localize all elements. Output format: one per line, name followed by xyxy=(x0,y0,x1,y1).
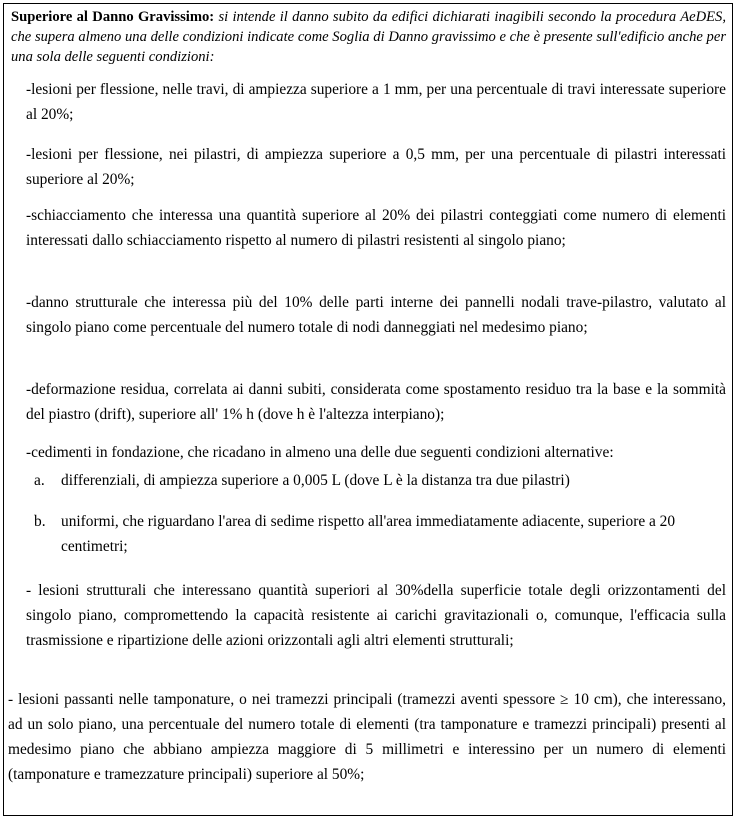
subitem-text: differenziali, di ampiezza superiore a 0,005 L (dove L è la distanza tra due pilastri) xyxy=(61,472,570,489)
foundation-subitem-b xyxy=(34,509,726,559)
condition-partitions: - lesioni passanti nelle tamponature, o nei tramezzi principali (tramezzi aventi spessore ≥ 10 cm), che interessano, ad un solo piano, una percentuale del numero totale di elementi (tra tamponature e tramezzi principali) presenti al medesimo piano che abbiano ampiezza maggiore di 5 millimetri e interessino per un numero di elementi (tamponature e tramezzature principali) superiore al 50%; xyxy=(8,691,726,783)
condition-columns: -lesioni per flessione, nei pilastri, di ampiezza superiore a 0,5 mm, per una percentuale di pilastri interessati superiore al 20%; xyxy=(26,146,726,188)
definition-term: Superiore al Danno Gravissimo: xyxy=(11,9,215,25)
condition-beams: -lesioni per flessione, nelle travi, di ampiezza superiore a 1 mm, per una percentuale di travi interessate superiore al 20%; xyxy=(26,81,726,123)
definition-box xyxy=(3,3,733,816)
intro-paragraph xyxy=(11,7,726,67)
definition-text: si intende il danno subito da edifici dichiarati inagibili secondo la procedura AeDES, che supera almeno una delle condizioni indicate come Soglia di Danno gravissimo e che è presente sull'edificio anche per una sola delle seguenti condizioni: xyxy=(11,9,726,65)
condition-crushing: -schiacciamento che interessa una quantità superiore al 20% dei pilastri conteggiati come numero di elementi interessati dallo schiacciamento rispetto al numero di pilastri resistenti al singolo piano; xyxy=(26,207,726,249)
subitem-letter: a. xyxy=(34,472,45,489)
condition-drift: -deformazione residua, correlata ai danni subiti, considerata come spostamento residuo tra la base e la sommità del piastro (drift), superiore all' 1% h (dove h è l'altezza interpiano); xyxy=(26,381,726,423)
condition-floors: - lesioni strutturali che interessano quantità superiori al 30%della superficie totale degli orizzontamenti del singolo piano, compromettendo la capacità resistente ai carichi gravitazionali o, comunque, l'efficacia sulla trasmissione e ripartizione delle azioni orizzontali agli altri elementi strutturali; xyxy=(26,582,726,649)
condition-foundation: -cedimenti in fondazione, che ricadano in almeno una delle due seguenti condizioni alternative: xyxy=(26,444,614,461)
condition-joints: -danno strutturale che interessa più del 10% delle parti interne dei pannelli nodali trave-pilastro, valutato al singolo piano come percentuale del numero totale di nodi danneggiati nel medesimo piano; xyxy=(26,294,726,336)
foundation-subitem-a xyxy=(34,468,726,493)
subitem-text: uniformi, che riguardano l'area di sedime rispetto all'area immediatamente adiacente, superiore a 20 centimetri; xyxy=(61,513,676,555)
subitem-letter: b. xyxy=(34,513,46,530)
